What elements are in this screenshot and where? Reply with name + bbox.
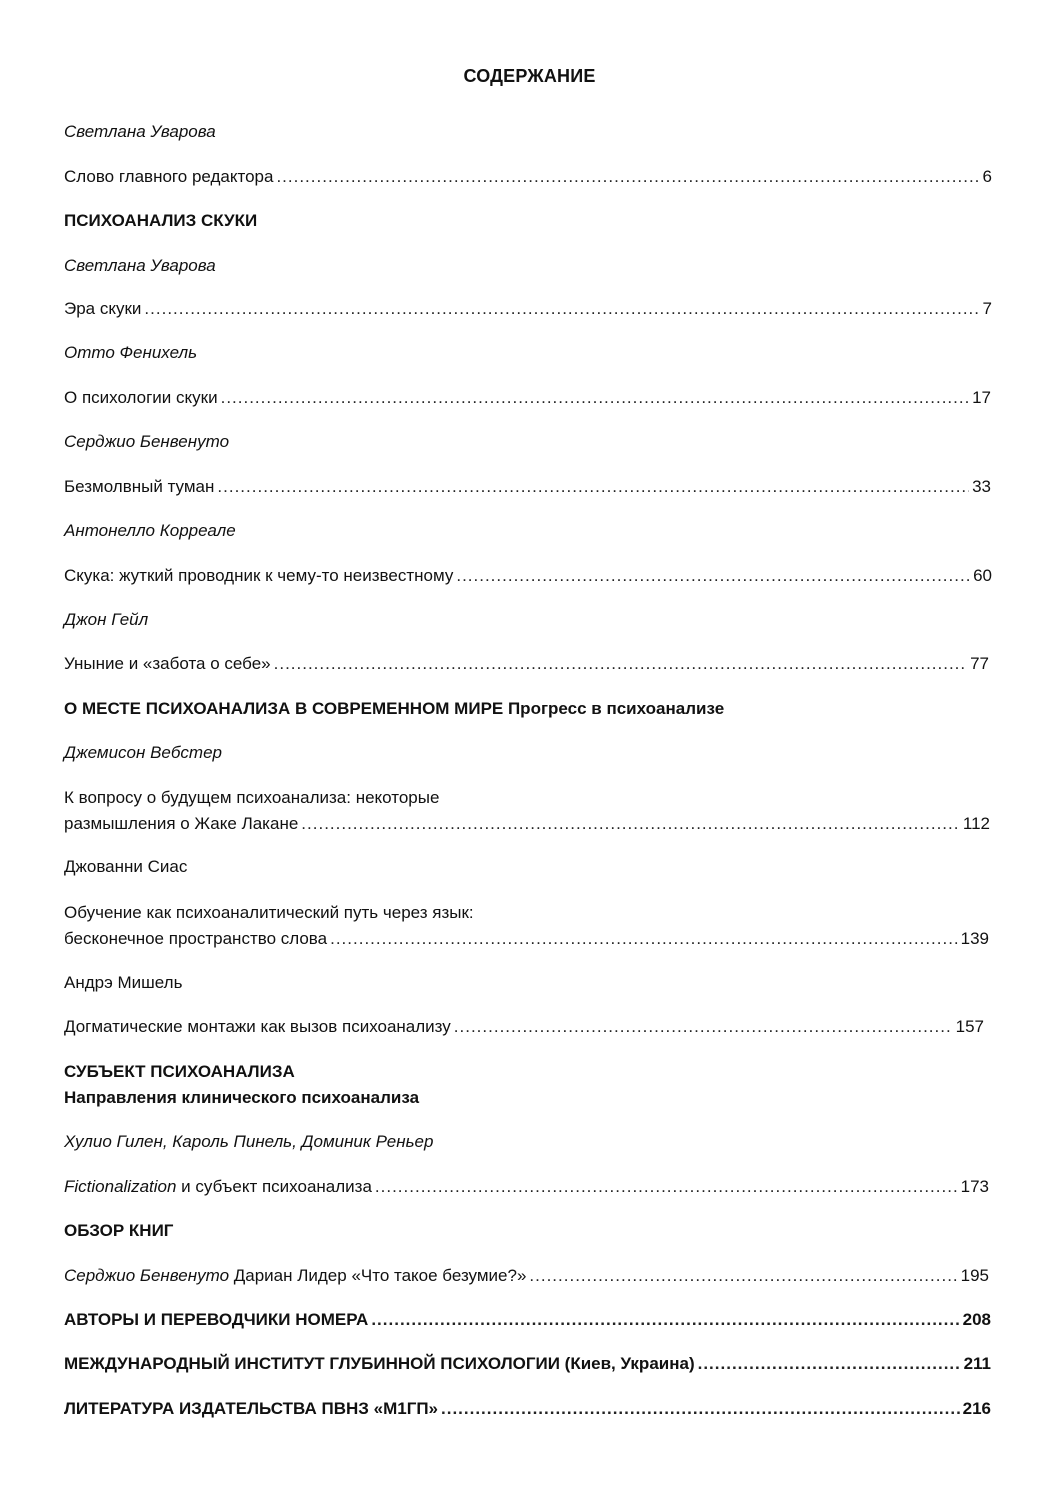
entry-title: Уныние и «забота о себе» [64,654,271,673]
section-heading: О МЕСТЕ ПСИХОАНАЛИЗА В СОВРЕМЕННОМ МИРЕ Прогресс в психоанализе [64,699,725,718]
leader-dots [144,298,979,320]
leader-dots [221,387,969,409]
page-number: 173 [960,1177,989,1196]
section-heading: ОБЗОР КНИГ [64,1221,174,1240]
entry-title-italic: Fictionalization [64,1177,177,1196]
page-number: 112 [962,814,990,833]
toc-entry[interactable] [64,298,992,320]
toc-entry[interactable] [64,476,991,498]
page-number: 216 [962,1399,991,1418]
toc-entry[interactable] [64,565,992,587]
section-subheading: Направления клинического психоанализа [64,1088,420,1107]
toc-entry[interactable] [64,928,989,950]
toc-entry[interactable] [64,166,992,188]
leader-dots [217,476,969,498]
leader-dots [454,1016,953,1038]
entry-title: АВТОРЫ И ПЕРЕВОДЧИКИ НОМЕРА [64,1310,369,1329]
leader-dots [375,1176,958,1198]
entry-title: Скука: жуткий проводник к чему-то неизвестному [64,566,454,585]
page-number: 60 [973,566,992,585]
toc-entry[interactable] [64,1265,989,1287]
entry-author: Хулио Гилен, Кароль Пинель, Доминик Реньер [64,1132,434,1151]
toc-entry[interactable] [64,653,989,675]
entry-author: Антонелло Корреале [64,521,236,540]
page-number: 7 [982,299,992,318]
page-number: 157 [955,1017,984,1036]
toc-entry-bold[interactable] [64,1309,991,1331]
entry-title: бесконечное пространство слова [64,929,328,948]
entry-author: Джованни Сиас [64,857,188,876]
leader-dots [301,813,960,835]
entry-title: размышления о Жаке Лакане [64,814,299,833]
leader-dots [330,928,958,950]
entry-title: О психологии скуки [64,388,218,407]
entry-author: Андрэ Мишель [64,973,183,992]
entry-author-inline: Серджио Бенвенуто [64,1266,230,1285]
leader-dots [456,565,970,587]
entry-title: Эра скуки [64,299,142,318]
entry-title: Догматические монтажи как вызов психоанализу [64,1017,451,1036]
page-number: 195 [960,1266,989,1285]
leader-dots [371,1309,959,1331]
entry-author: Джон Гейл [64,610,149,629]
entry-title-line: Обучение как психоаналитический путь через язык: [64,903,474,922]
entry-title: Слово главного редактора [64,167,274,186]
leader-dots [698,1353,961,1375]
toc-entry-bold[interactable] [64,1353,991,1375]
page-number: 6 [982,167,992,186]
entry-title-rest: и субъект психоанализа [176,1177,372,1196]
entry-author: Светлана Уварова [64,256,216,275]
entry-title: ЛИТЕРАТУРА ИЗДАТЕЛЬСТВА ПВНЗ «М1ГП» [64,1399,438,1418]
toc-entry[interactable] [64,387,991,409]
page-number: 211 [963,1354,991,1373]
page-number: 17 [972,388,991,407]
entry-title-rest: Дариан Лидер «Что такое безумие?» [229,1266,527,1285]
page-number: 139 [960,929,989,948]
page-number: 33 [972,477,991,496]
leader-dots [441,1398,960,1420]
page-title: СОДЕРЖАНИЕ [463,66,596,86]
entry-title: Безмолвный туман [64,477,215,496]
page-number: 208 [962,1310,991,1329]
entry-title [64,1265,526,1287]
section-heading: СУБЪЕКТ ПСИХОАНАЛИЗА [64,1062,295,1081]
leader-dots [276,166,979,188]
leader-dots [529,1265,957,1287]
entry-author: Серджио Бенвенуто [64,432,230,451]
section-heading: ПСИХОАНАЛИЗ СКУКИ [64,211,258,230]
entry-author: Джемисон Вебстер [64,743,222,762]
entry-title-line: К вопросу о будущем психоанализа: некоторые [64,788,440,807]
toc-entry[interactable] [64,1176,989,1198]
toc-entry[interactable] [64,1016,984,1038]
entry-author: Светлана Уварова [64,122,216,141]
entry-author: Отто Фенихель [64,343,198,362]
entry-title: МЕЖДУНАРОДНЫЙ ИНСТИТУТ ГЛУБИННОЙ ПСИХОЛОГИИ (Киев, Украина) [64,1354,695,1373]
entry-title [64,1176,372,1198]
page-number: 77 [970,654,989,673]
toc-entry-bold[interactable] [64,1398,991,1420]
toc-entry[interactable] [64,813,990,835]
leader-dots [274,653,967,675]
